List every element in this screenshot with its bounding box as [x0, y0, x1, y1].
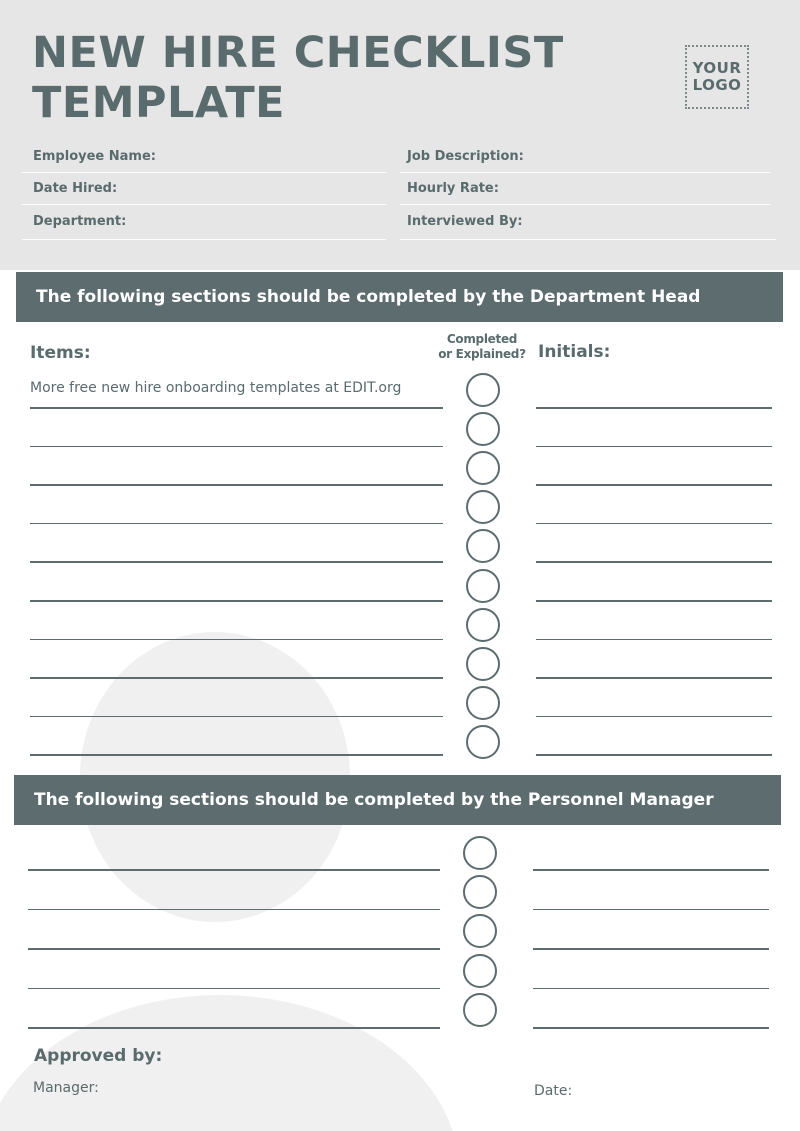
promo-item-text: More free new hire onboarding templates at EDIT.org	[30, 380, 402, 396]
initials-line[interactable]	[536, 561, 772, 563]
section-department-head-bar	[16, 272, 783, 322]
page-title-line1: NEW HIRE CHECKLIST	[32, 28, 564, 78]
logo-text-line1: YOUR	[692, 59, 742, 77]
completed-checkbox[interactable]	[463, 993, 497, 1027]
date-hired-line[interactable]	[22, 204, 386, 205]
completed-checkbox[interactable]	[466, 608, 500, 642]
items-column-title: Items:	[30, 343, 91, 363]
completed-title-line1: Completed	[446, 332, 518, 346]
section-personnel-manager-heading: The following sections should be completed by the Personnel Manager	[34, 790, 714, 810]
item-line[interactable]	[30, 677, 443, 679]
initials-line[interactable]	[536, 639, 772, 641]
initials-column-title: Initials:	[538, 342, 611, 362]
initials-line[interactable]	[536, 754, 772, 756]
completed-checkbox[interactable]	[466, 490, 500, 524]
initials-line[interactable]	[536, 716, 772, 718]
approved-by-label: Approved by:	[34, 1046, 163, 1066]
department-label: Department:	[33, 214, 127, 229]
completed-checkbox[interactable]	[466, 647, 500, 681]
date-label: Date:	[534, 1083, 573, 1099]
completed-checkbox[interactable]	[466, 451, 500, 485]
item-line[interactable]	[30, 407, 443, 409]
item-line[interactable]	[28, 988, 440, 990]
logo-text-line2: LOGO	[692, 76, 742, 94]
completed-checkbox[interactable]	[463, 875, 497, 909]
item-line[interactable]	[28, 909, 440, 911]
job-description-label: Job Description:	[407, 149, 524, 164]
initials-line[interactable]	[533, 909, 769, 911]
completed-column-title	[437, 332, 527, 362]
section-personnel-manager-bar	[14, 775, 781, 825]
employee-name-line[interactable]	[22, 172, 386, 173]
completed-checkbox[interactable]	[466, 529, 500, 563]
initials-line[interactable]	[536, 523, 772, 525]
completed-checkbox[interactable]	[466, 412, 500, 446]
interviewed-by-label: Interviewed By:	[407, 214, 523, 229]
item-line[interactable]	[30, 446, 443, 448]
initials-line[interactable]	[536, 407, 772, 409]
hourly-rate-label: Hourly Rate:	[407, 181, 499, 196]
initials-line[interactable]	[533, 869, 769, 871]
manager-label: Manager:	[33, 1080, 99, 1096]
completed-checkbox[interactable]	[463, 836, 497, 870]
page-title-line2: TEMPLATE	[32, 78, 286, 128]
item-line[interactable]	[30, 754, 443, 756]
date-hired-label: Date Hired:	[33, 181, 118, 196]
completed-checkbox[interactable]	[466, 373, 500, 407]
initials-line[interactable]	[533, 1027, 769, 1029]
initials-line[interactable]	[533, 988, 769, 990]
item-line[interactable]	[28, 948, 440, 950]
initials-line[interactable]	[533, 948, 769, 950]
item-line[interactable]	[28, 869, 440, 871]
completed-checkbox[interactable]	[466, 725, 500, 759]
item-line[interactable]	[30, 716, 443, 718]
item-line[interactable]	[30, 600, 443, 602]
item-line[interactable]	[30, 639, 443, 641]
interviewed-by-line[interactable]	[400, 239, 776, 240]
item-line[interactable]	[30, 484, 443, 486]
logo-placeholder	[685, 45, 749, 109]
initials-line[interactable]	[536, 484, 772, 486]
item-line[interactable]	[30, 523, 443, 525]
completed-title-line2: or Explained?	[438, 347, 526, 361]
initials-line[interactable]	[536, 446, 772, 448]
completed-checkbox[interactable]	[463, 954, 497, 988]
section-department-head-heading: The following sections should be completed by the Department Head	[36, 287, 701, 307]
completed-checkbox[interactable]	[466, 569, 500, 603]
job-description-line[interactable]	[400, 172, 770, 173]
employee-name-label: Employee Name:	[33, 149, 156, 164]
hourly-rate-line[interactable]	[400, 204, 770, 205]
item-line[interactable]	[30, 561, 443, 563]
initials-line[interactable]	[536, 677, 772, 679]
item-line[interactable]	[28, 1027, 440, 1029]
completed-checkbox[interactable]	[466, 686, 500, 720]
department-line[interactable]	[22, 239, 386, 240]
initials-line[interactable]	[536, 600, 772, 602]
completed-checkbox[interactable]	[463, 914, 497, 948]
